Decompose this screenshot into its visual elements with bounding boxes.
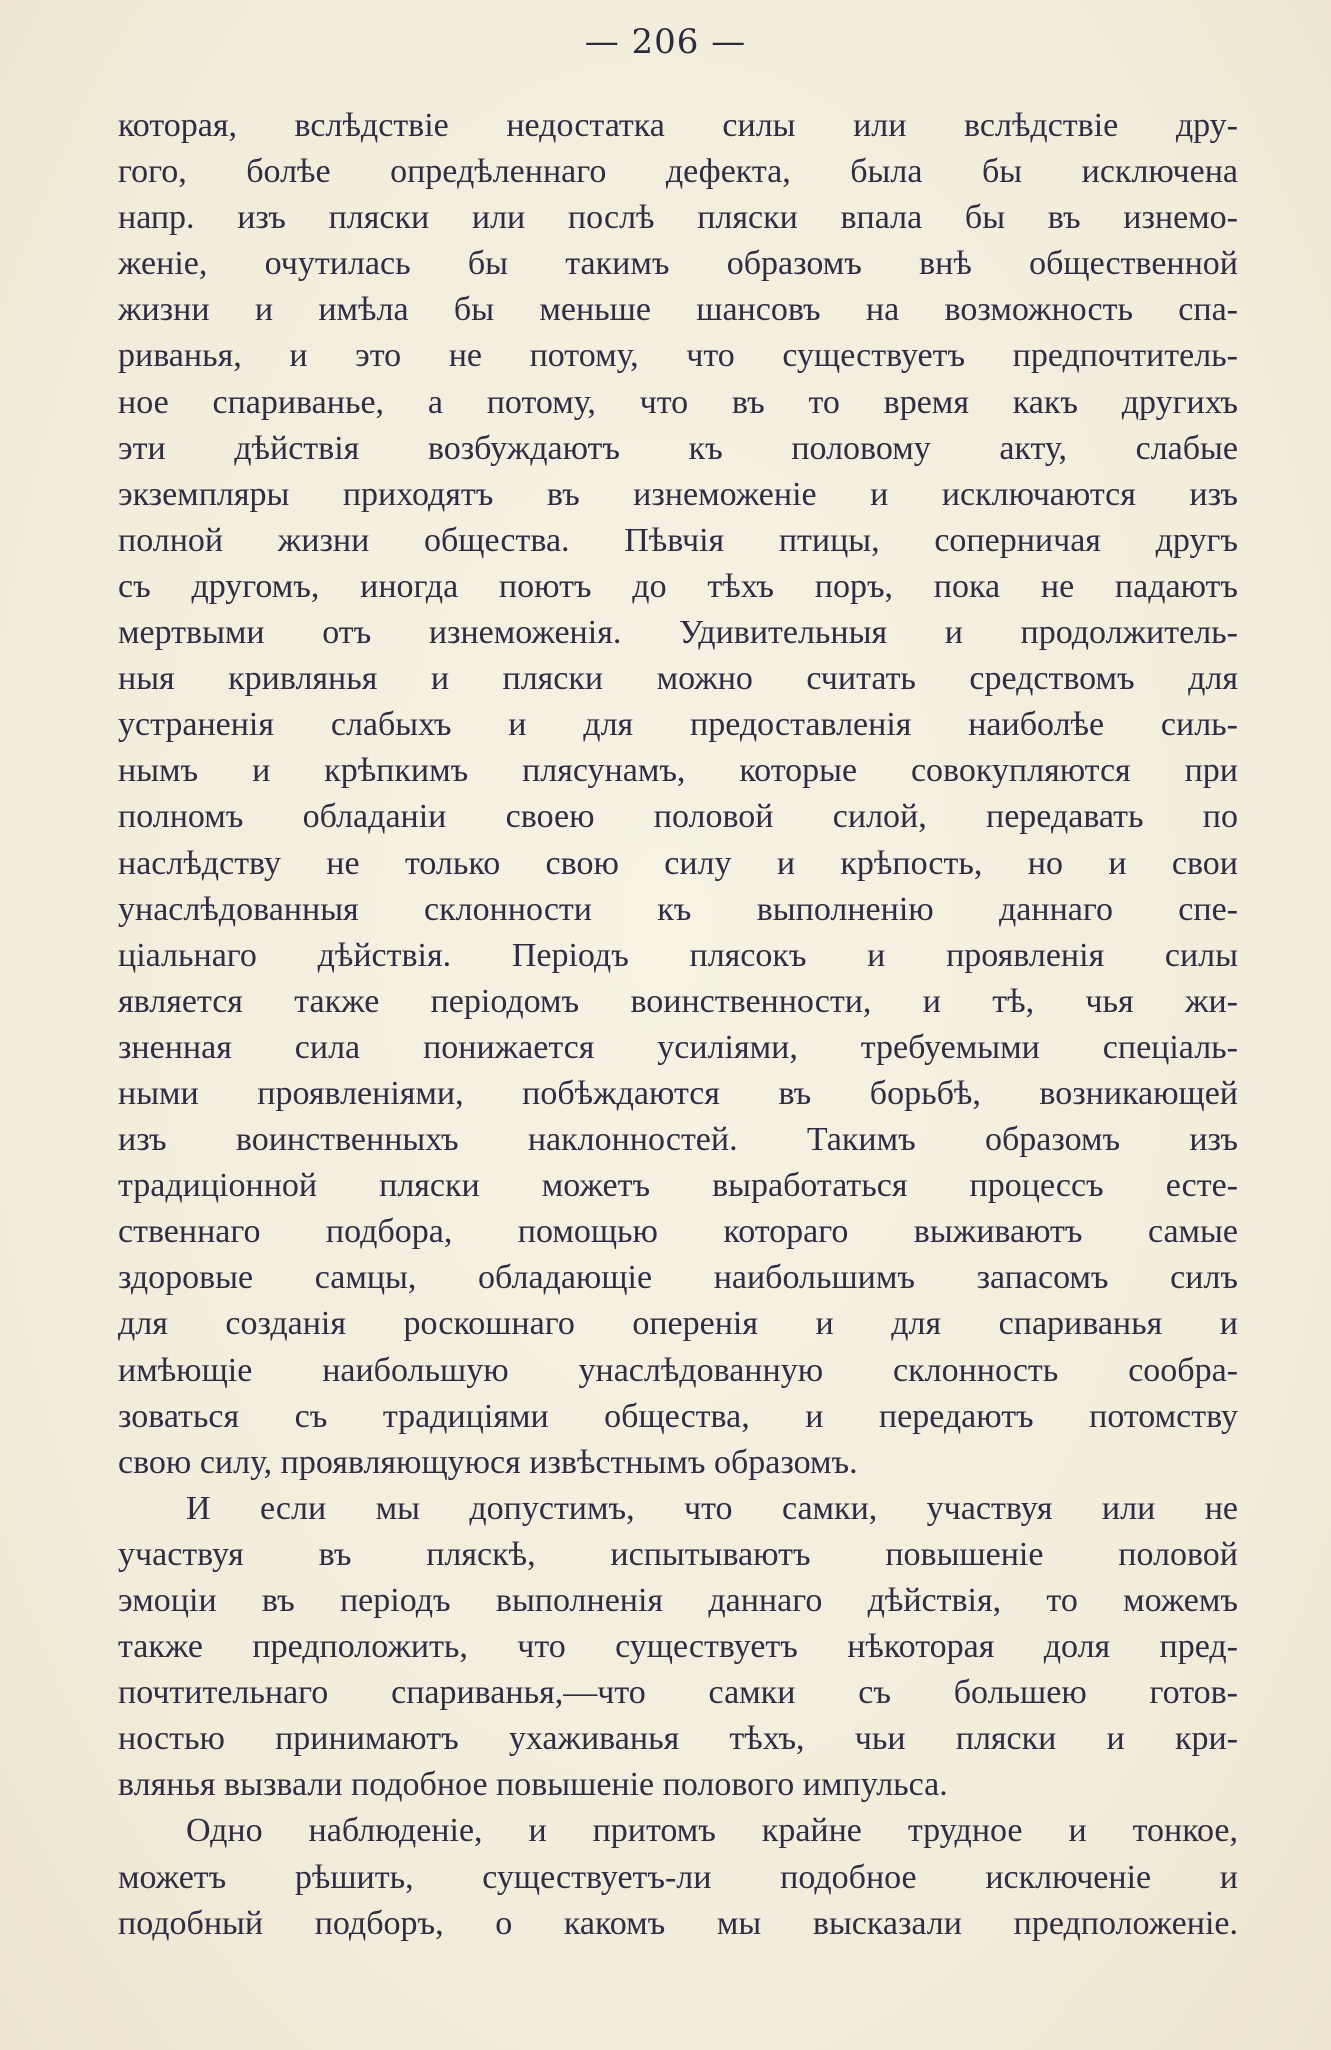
text-line: гого, болѣе опредѣленнаго дефекта, была бы исключена [118, 153, 1238, 191]
paragraph-1 [118, 103, 1238, 1486]
text-line: влянья вызвали подобное повышеніе полового импульса. [118, 1766, 948, 1804]
text-line: подобный подборъ, о какомъ мы высказали предположеніе. [118, 1904, 1238, 1942]
text-line: Одно наблюденіе, и притомъ крайне трудное и тонкое, [186, 1812, 1238, 1850]
text-line: И если мы допустимъ, что самки, участвуя или не [186, 1489, 1238, 1527]
text-line: участвуя въ пляскѣ, испытываютъ повышеніе половой [118, 1535, 1238, 1573]
text-line: зоваться съ традиціями общества, и передаютъ потомству [118, 1397, 1238, 1435]
text-line: почтительнаго спариванья,—что самки съ большею готов- [118, 1674, 1238, 1712]
paragraph-2 [118, 1486, 1238, 1809]
text-line: ное спариванье, а потому, что въ то время какъ другихъ [118, 383, 1238, 421]
text-line: полномъ обладаніи своею половой силой, передавать по [118, 798, 1238, 836]
text-line: традиціонной пляски можетъ выработаться процессъ есте- [118, 1167, 1238, 1205]
text-line: имѣющіе наибольшую унаслѣдованную склонность сообра- [118, 1351, 1238, 1389]
text-line: экземпляры приходятъ въ изнеможеніе и исключаются изъ [118, 475, 1238, 513]
text-line: зненная сила понижается усиліями, требуемыми спеціаль- [118, 1028, 1238, 1066]
text-line: свою силу, проявляющуюся извѣстнымъ образомъ. [118, 1443, 858, 1481]
text-line: ственнаго подбора, помощью котораго выживаютъ самые [118, 1213, 1238, 1251]
text-line: эмоціи въ періодъ выполненія даннаго дѣйствія, то можемъ [118, 1582, 1238, 1619]
text-line: устраненія слабыхъ и для предоставленія наиболѣе силь- [118, 706, 1238, 744]
text-line: ностью принимаютъ ухаживанья тѣхъ, чьи пляски и кри- [118, 1720, 1238, 1758]
text-line: ціальнаго дѣйствія. Періодъ плясокъ и проявленія силы [118, 936, 1238, 974]
text-line: полной жизни общества. Пѣвчія птицы, соперничая другъ [118, 521, 1238, 559]
text-line: для созданія роскошнаго оперенія и для спариванья и [118, 1305, 1238, 1343]
text-line: ныя кривлянья и пляски можно считать средствомъ для [118, 660, 1238, 698]
text-line: риванья, и это не потому, что существуетъ предпочтитель- [118, 337, 1238, 375]
text-line: напр. изъ пляски или послѣ пляски впала бы въ изнемо- [118, 199, 1238, 237]
text-line: мертвыми отъ изнеможенія. Удивительныя и продолжитель- [118, 614, 1238, 652]
text-line: нымъ и крѣпкимъ плясунамъ, которые совокупляются при [118, 752, 1238, 790]
text-line: женіе, очутилась бы такимъ образомъ внѣ общественной [118, 245, 1238, 283]
text-line: также предположить, что существуетъ нѣкоторая доля пред- [118, 1628, 1238, 1666]
text-line: унаслѣдованныя склонности къ выполненію даннаго спе- [118, 890, 1238, 928]
page-number: — 206 — [584, 22, 747, 62]
text-line: наслѣдству не только свою силу и крѣпость, но и свои [118, 844, 1238, 882]
paragraph-3 [118, 1808, 1238, 1946]
text-line: ными проявленіями, побѣждаются въ борьбѣ, возникающей [118, 1074, 1238, 1112]
text-line: эти дѣйствія возбуждаютъ къ половому акту, слабые [118, 429, 1238, 467]
text-line: здоровые самцы, обладающіе наибольшимъ запасомъ силъ [118, 1259, 1238, 1297]
text-line: съ другомъ, иногда поютъ до тѣхъ поръ, пока не падаютъ [118, 567, 1238, 605]
text-line: можетъ рѣшить, существуетъ-ли подобное исключеніе и [118, 1858, 1238, 1896]
text-line: является также періодомъ воинственности, и тѣ, чья жи- [118, 982, 1238, 1020]
text-line: которая, вслѣдствіе недостатка силы или вслѣдствіе дру- [118, 107, 1238, 144]
body-text [118, 103, 1238, 1947]
text-line: изъ воинственныхъ наклонностей. Такимъ образомъ изъ [118, 1121, 1238, 1159]
text-line: жизни и имѣла бы меньше шансовъ на возможность спа- [118, 291, 1238, 329]
